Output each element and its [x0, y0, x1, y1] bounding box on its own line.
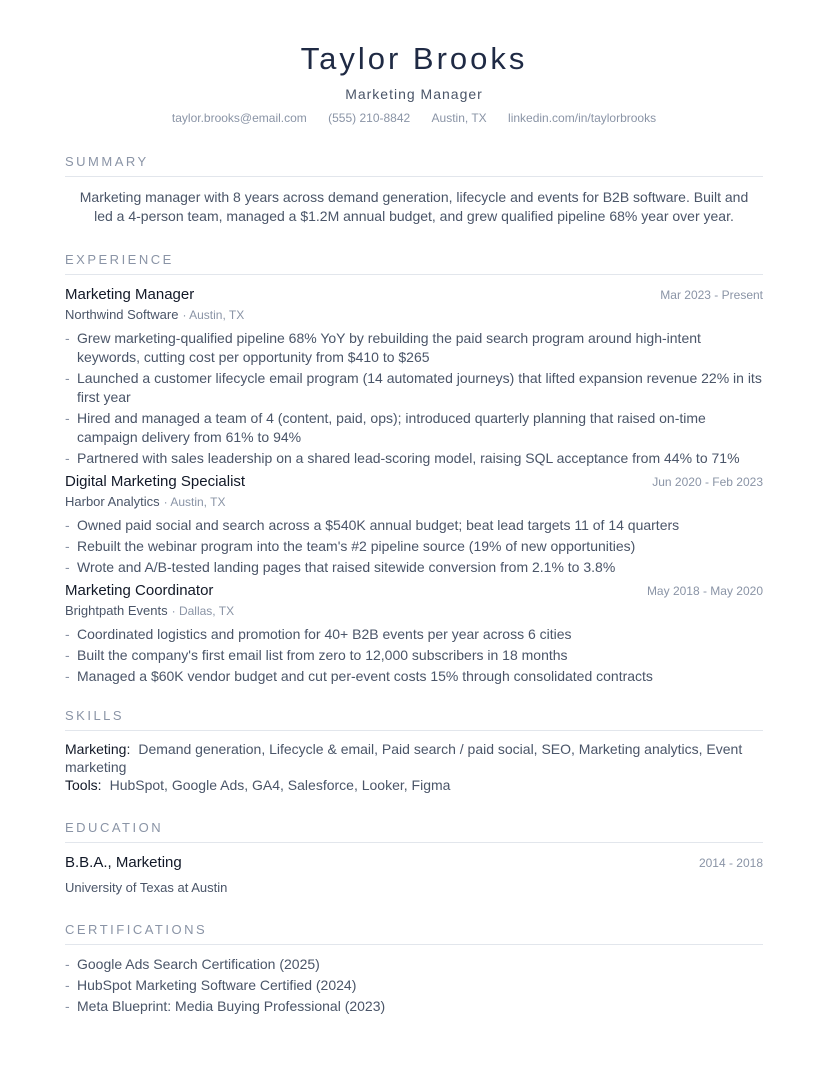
job-entry — [65, 472, 763, 577]
bullet-text: Coordinated logistics and promotion for 40+ B2B events per year across 6 cities — [77, 626, 572, 642]
bullet-dash: - — [65, 370, 70, 386]
education-school: University of Texas at Austin — [65, 880, 228, 895]
job-title: Marketing Coordinator — [65, 582, 214, 599]
job-location: · Austin, TX — [182, 308, 245, 322]
job-location: · Dallas, TX — [171, 604, 235, 618]
bullet-text: Grew marketing-qualified pipeline 68% YoY by rebuilding the paid search program around high-intent keywords, cutting cost per opportunity from $410 to $265 — [77, 330, 701, 365]
job-dates: Mar 2023 - Present — [660, 288, 763, 302]
education-heading: EDUCATION — [65, 820, 763, 843]
skills-tools-row — [65, 776, 763, 794]
experience-section — [65, 252, 763, 686]
bullet-dash: - — [65, 538, 70, 554]
list-item — [65, 997, 763, 1016]
bullet-dash: - — [65, 998, 70, 1014]
contact-linkedin[interactable]: linkedin.com/in/taylorbrooks — [508, 111, 657, 125]
certification-text: Meta Blueprint: Media Buying Professional (2023) — [77, 998, 386, 1014]
skills-tools-label: Tools: — [65, 777, 102, 793]
job-dates: May 2018 - May 2020 — [646, 584, 763, 598]
bullet-dash: - — [65, 956, 70, 972]
list-item — [65, 976, 763, 995]
education-dates: 2014 - 2018 — [698, 856, 763, 870]
skills-marketing-label: Marketing: — [65, 741, 131, 757]
job-bullets — [65, 516, 763, 577]
bullet-dash: - — [65, 450, 70, 466]
certifications-heading: CERTIFICATIONS — [65, 922, 763, 945]
job-title: Digital Marketing Specialist — [65, 473, 246, 490]
contact-line — [65, 111, 763, 126]
bullet-text: Built the company's first email list from zero to 12,000 subscribers in 18 months — [77, 647, 568, 663]
candidate-title: Marketing Manager — [345, 86, 483, 102]
skills-tools-value: HubSpot, Google Ads, GA4, Salesforce, Looker, Figma — [109, 777, 451, 793]
certification-text: HubSpot Marketing Software Certified (2024) — [77, 977, 357, 993]
job-entry — [65, 581, 763, 686]
job-title: Marketing Manager — [65, 286, 195, 303]
experience-heading: EXPERIENCE — [65, 252, 763, 275]
bullet-text: Launched a customer lifecycle email program (14 automated journeys) that lifted expansion revenue 22% in its first year — [77, 370, 762, 405]
bullet-dash: - — [65, 626, 70, 642]
bullet-dash: - — [65, 330, 70, 346]
list-item — [65, 516, 763, 535]
job-company: Harbor Analytics — [65, 494, 160, 509]
list-item — [65, 369, 763, 407]
job-bullets — [65, 329, 763, 468]
bullet-text: Wrote and A/B-tested landing pages that raised sitewide conversion from 2.1% to 3.8% — [77, 559, 616, 575]
job-dates: Jun 2020 - Feb 2023 — [652, 475, 763, 489]
bullet-text: Hired and managed a team of 4 (content, paid, ops); introduced quarterly planning that raised on-time campaign delivery from 61% to 94% — [77, 410, 706, 445]
bullet-dash: - — [65, 977, 70, 993]
contact-location: Austin, TX — [431, 111, 487, 125]
job-bullets — [65, 625, 763, 686]
certification-text: Google Ads Search Certification (2025) — [77, 956, 320, 972]
resume-page — [65, 0, 763, 1018]
candidate-name: Taylor Brooks — [300, 41, 528, 76]
job-location: · Austin, TX — [163, 495, 226, 509]
list-item — [65, 449, 763, 468]
bullet-dash: - — [65, 647, 70, 663]
bullet-text: Partnered with sales leadership on a shared lead-scoring model, raising SQL acceptance from 44% to 71% — [77, 450, 740, 466]
bullet-text: Owned paid social and search across a $540K annual budget; beat lead targets 11 of 14 quarters — [77, 517, 680, 533]
contact-phone: (555) 210-8842 — [328, 111, 411, 125]
list-item — [65, 625, 763, 644]
bullet-dash: - — [65, 668, 70, 684]
list-item — [65, 558, 763, 577]
bullet-dash: - — [65, 410, 70, 426]
job-company: Brightpath Events — [65, 603, 168, 618]
skills-marketing-value: Demand generation, Lifecycle & email, Paid search / paid social, SEO, Marketing analytics, Event marketing — [65, 741, 743, 775]
bullet-dash: - — [65, 559, 70, 575]
skills-section — [65, 708, 763, 794]
job-entry — [65, 285, 763, 468]
summary-heading: SUMMARY — [65, 154, 763, 177]
certifications-section — [65, 922, 763, 1016]
contact-email[interactable]: taylor.brooks@email.com — [171, 111, 307, 125]
bullet-text: Rebuilt the webinar program into the team's #2 pipeline source (19% of new opportunities) — [77, 538, 636, 554]
education-section — [65, 820, 763, 896]
list-item — [65, 646, 763, 665]
skills-heading: SKILLS — [65, 708, 763, 731]
list-item — [65, 955, 763, 974]
job-company: Northwind Software — [65, 307, 179, 322]
list-item — [65, 329, 763, 367]
skills-marketing-row — [65, 740, 763, 776]
bullet-text: Managed a $60K vendor budget and cut per-event costs 15% through consolidated contracts — [77, 668, 653, 684]
summary-section — [65, 154, 763, 226]
bullet-dash: - — [65, 517, 70, 533]
resume-header — [65, 40, 763, 126]
education-degree: B.B.A., Marketing — [65, 854, 182, 871]
list-item — [65, 409, 763, 447]
list-item — [65, 667, 763, 686]
summary-text: Marketing manager with 8 years across demand generation, lifecycle and events for B2B software. Built and led a 4-person team, managed a $1.2M annual budget, and grew qualified pipeline 68% year over year. — [79, 189, 749, 224]
certification-list — [65, 955, 763, 1016]
list-item — [65, 537, 763, 556]
